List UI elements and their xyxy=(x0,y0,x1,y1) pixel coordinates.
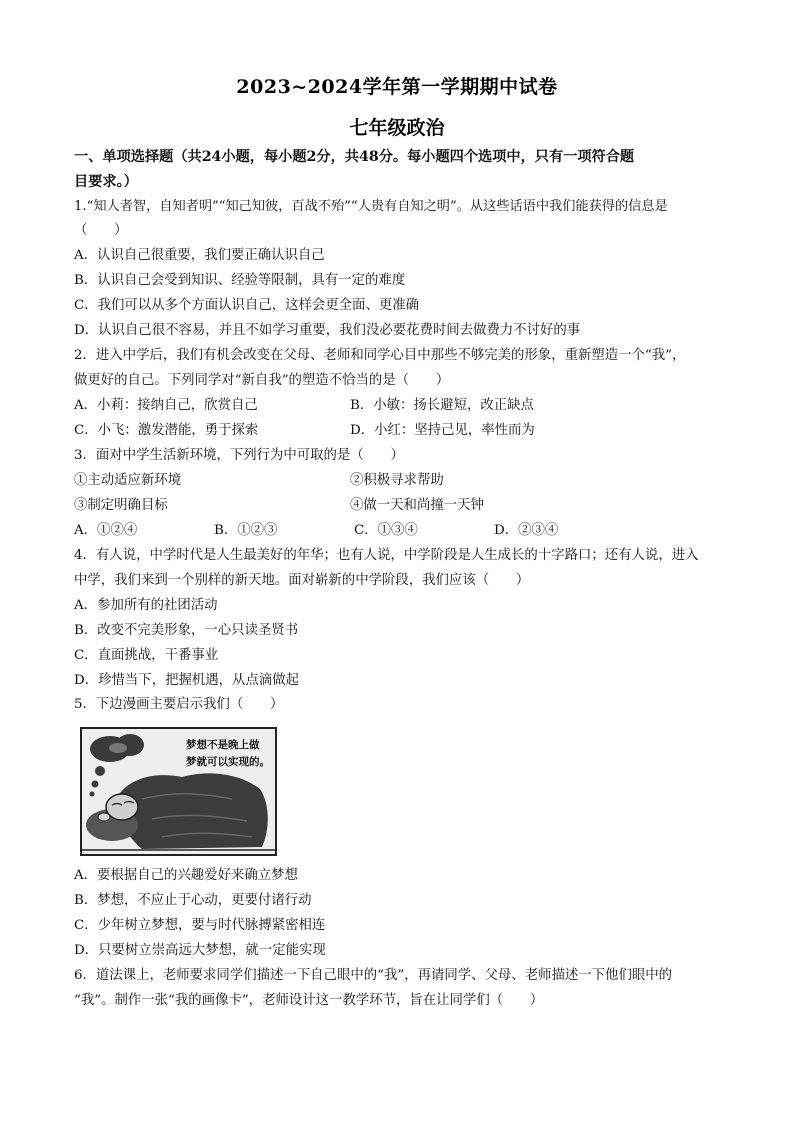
q3-item-4: ④做一天和尚撞一天钟 xyxy=(350,498,484,513)
q1-option-b: B．认识自己会受到知识、经验等限制，具有一定的难度 xyxy=(74,273,406,288)
q4-stem: 4．有人说，中学时代是人生最美好的年华；也有人说，中学阶段是人生成长的十字路口；还有人说，进入 xyxy=(74,548,699,563)
comic-illustration xyxy=(80,727,277,856)
q2-option-d: D．小红：坚持己见，率性而为 xyxy=(350,423,535,438)
q6-stem: 6．道法课上，老师要求同学们描述一下自己眼中的“我”，再请同学、父母、老师描述一下他们眼中的 xyxy=(74,968,673,983)
q1-option-a: A．认识自己很重要，我们要正确认识自己 xyxy=(74,248,325,263)
q5-option-c: C．少年树立梦想，要与时代脉搏紧密相连 xyxy=(74,918,326,933)
section-heading: 一、单项选择题（共24小题，每小题2分，共48分。每小题四个选项中，只有一项符合题 xyxy=(74,149,635,165)
q4-stem-cont: 中学，我们来到一个别样的新天地。面对崭新的中学阶段，我们应该（ ） xyxy=(74,573,530,588)
q1-stem: 1.“知人者智，自知者明”“知己知彼，百战不殆”“人贵有自知之明”。从这些话语中我们能获得的信息是 xyxy=(74,199,668,214)
q1-option-c: C．我们可以从多个方面认识自己，这样会更全面、更准确 xyxy=(74,298,420,313)
q3-option-a: A．①②④ xyxy=(74,523,138,538)
q6-stem-cont: “我”。制作一张“我的画像卡”，老师设计这一教学环节，旨在让同学们（ ） xyxy=(74,993,544,1008)
q2-option-row-2 xyxy=(74,421,734,441)
q3-stem: 3．面对中学生活新环境，下列行为中可取的是（ ） xyxy=(74,448,404,463)
q4-option-c: C．直面挑战，干番事业 xyxy=(74,648,219,663)
sleeper-head xyxy=(106,794,138,820)
q4-option-b: B．改变不完美形象，一心只读圣贤书 xyxy=(74,623,299,638)
q4-option-d: D．珍惜当下，把握机遇，从点滴做起 xyxy=(74,673,299,688)
q2-option-b: B．小敏：扬长避短，改正缺点 xyxy=(350,398,534,413)
q2-stem: 2．进入中学后，我们有机会改变在父母、老师和同学心目中那些不够完美的形象，重新塑造一个“我”， xyxy=(74,348,686,363)
q3-item-2: ②积极寻求帮助 xyxy=(350,473,444,488)
q5-stem: 5．下边漫画主要启示我们（ ） xyxy=(74,697,284,712)
q3-option-b: B．①②③ xyxy=(214,523,278,538)
q4-option-a: A．参加所有的社团活动 xyxy=(74,598,218,613)
subject-title: 七年级政治 xyxy=(349,117,445,139)
section-heading-cont: 目要求。） xyxy=(74,174,138,190)
q2-stem-cont: 做更好的自己。下列同学对“新自我”的塑造不恰当的是（ ） xyxy=(74,373,450,388)
q3-option-c: C．①③④ xyxy=(354,523,418,538)
q1-option-d: D．认识自己很不容易，并且不如学习重要，我们没必要花费时间去做费力不讨好的事 xyxy=(74,323,581,338)
q2-option-c: C．小飞：激发潜能，勇于探索 xyxy=(74,423,259,438)
q2-option-a: A．小莉：接纳自己，欣赏自己 xyxy=(74,398,258,413)
q3-item-3: ③制定明确目标 xyxy=(74,498,168,513)
q3-option-d: D．②③④ xyxy=(494,523,559,538)
q5-option-a: A．要根据自己的兴趣爱好来确立梦想 xyxy=(74,868,298,883)
q5-option-d: D．只要树立崇高远大梦想，就一定能实现 xyxy=(74,943,326,958)
q3-options xyxy=(74,521,734,541)
q3-items-row-2 xyxy=(74,496,734,516)
q2-option-row-1 xyxy=(74,396,734,416)
q5-option-b: B．梦想，不应止于心动，更要付诸行动 xyxy=(74,893,312,908)
exam-title: 2023~2024学年第一学期期中试卷 xyxy=(236,76,558,98)
q3-item-1: ①主动适应新环境 xyxy=(74,473,182,488)
comic-caption: 梦想不是晚上做 梦就可以实现的。 xyxy=(186,739,270,768)
q1-stem-cont: （ ） xyxy=(74,223,128,238)
q3-items-row-1 xyxy=(74,471,734,491)
